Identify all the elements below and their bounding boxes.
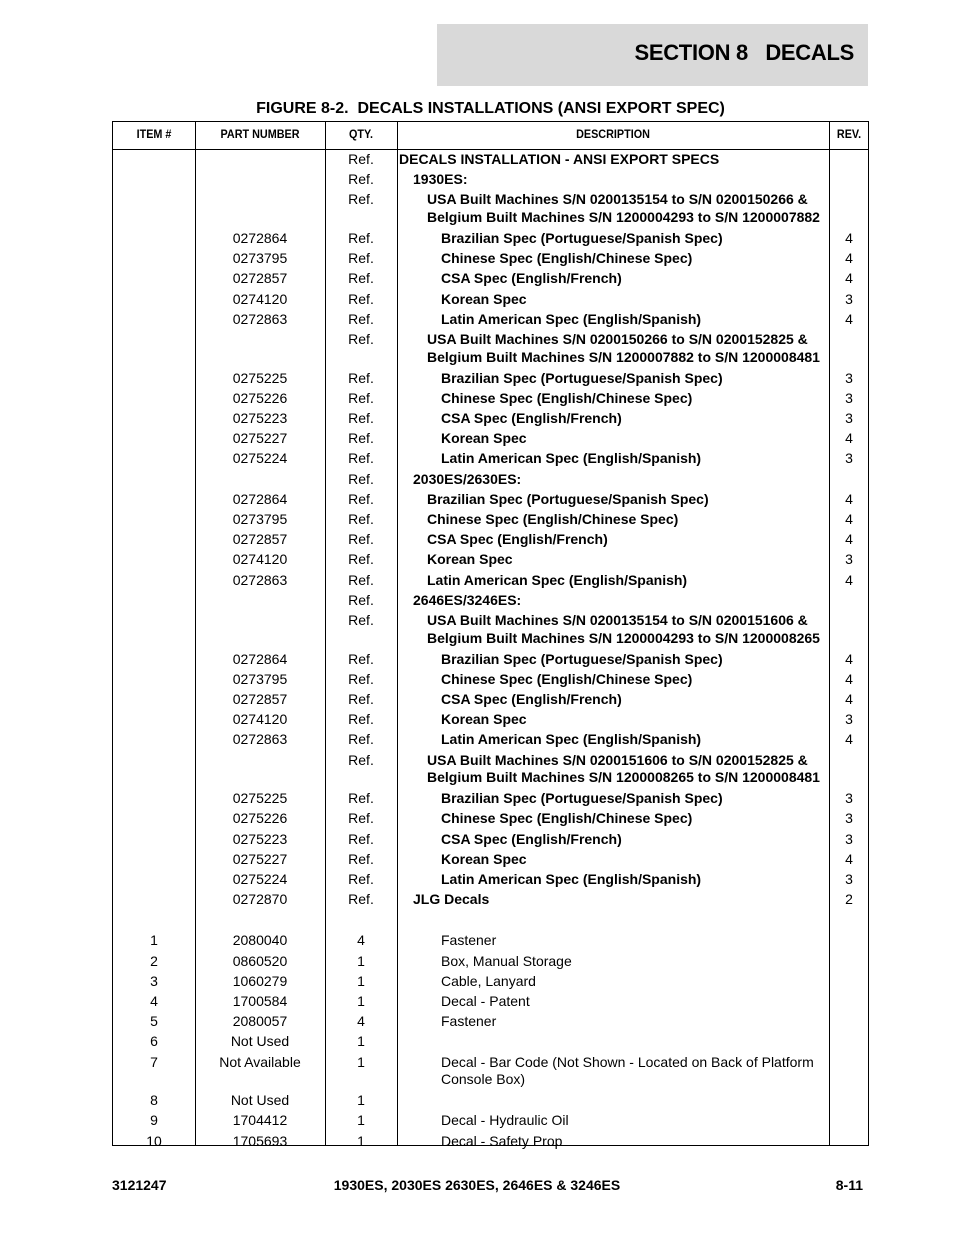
item-number-cell: 8: [150, 1092, 158, 1109]
column-header-description: DESCRIPTION: [576, 127, 650, 141]
description-cell: Korean Spec: [427, 551, 513, 568]
quantity-cell: Ref.: [348, 450, 374, 467]
part-number-cell: 1705693: [232, 1132, 288, 1149]
decals-parts-table: [112, 121, 869, 1149]
part-number-cell: Not Used: [230, 1092, 290, 1109]
quantity-cell: 1: [357, 993, 365, 1009]
quantity-cell: Ref.: [348, 670, 374, 687]
quantity-cell: Ref.: [348, 191, 374, 208]
quantity-cell: Ref.: [348, 410, 374, 426]
part-number-cell: Not Available: [219, 1053, 301, 1070]
part-number-cell: 0275224: [232, 450, 288, 467]
part-number-cell: 0275224: [232, 871, 288, 887]
quantity-cell: 1: [357, 1132, 365, 1149]
description-cell-line2: Belgium Built Machines S/N 1200004293 to S/N 1200008265: [427, 629, 820, 646]
quantity-cell: Ref.: [348, 470, 374, 487]
description-cell: Fastener: [441, 932, 497, 949]
quantity-cell: 4: [357, 1013, 365, 1030]
quantity-cell: 1: [357, 1092, 365, 1109]
quantity-cell: Ref.: [348, 830, 374, 847]
quantity-cell: Ref.: [348, 612, 374, 628]
revision-cell: 3: [845, 389, 853, 406]
part-number-cell: 0275225: [232, 790, 288, 807]
part-number-cell: 1700584: [232, 993, 288, 1009]
quantity-cell: Ref.: [348, 490, 374, 507]
description-cell: Korean Spec: [441, 850, 527, 867]
revision-cell: 3: [845, 369, 853, 386]
part-number-cell: 0274120: [232, 711, 288, 728]
description-cell: 2646ES/3246ES:: [413, 591, 522, 608]
quantity-cell: Ref.: [348, 891, 374, 908]
description-cell: CSA Spec (English/French): [441, 410, 622, 426]
description-cell: DECALS INSTALLATION - ANSI EXPORT SPECS: [399, 151, 720, 167]
revision-cell: 3: [845, 551, 853, 568]
revision-cell: 4: [845, 310, 853, 327]
revision-cell: 4: [845, 250, 853, 267]
part-number-cell: 0272857: [232, 691, 288, 707]
description-cell: Korean Spec: [441, 290, 527, 307]
revision-cell: 4: [845, 490, 853, 507]
description-cell: CSA Spec (English/French): [441, 830, 622, 847]
column-header-rev: REV.: [836, 127, 862, 141]
quantity-cell: 1: [357, 1112, 365, 1129]
description-cell: USA Built Machines S/N 0200135154 to S/N 0200151606 &: [427, 612, 808, 628]
description-cell-line2: Console Box): [441, 1071, 526, 1088]
description-cell: Chinese Spec (English/Chinese Spec): [441, 250, 693, 267]
part-number-cell: 0275227: [232, 850, 288, 867]
header-divider: [113, 149, 868, 150]
revision-cell: 4: [845, 531, 853, 548]
description-cell: JLG Decals: [413, 891, 490, 908]
item-number-cell: 3: [150, 972, 158, 989]
item-number-cell: 5: [150, 1013, 158, 1030]
column-header-qty: QTY.: [348, 127, 373, 141]
description-cell: Korean Spec: [441, 711, 527, 728]
quantity-cell: Ref.: [348, 871, 374, 887]
revision-cell: 4: [845, 511, 853, 527]
quantity-cell: Ref.: [348, 850, 374, 867]
revision-cell: 3: [845, 290, 853, 307]
part-number-cell: 0272870: [232, 891, 288, 908]
quantity-cell: 1: [357, 972, 365, 989]
part-number-cell: 0272864: [232, 230, 288, 246]
part-number-cell: 0275226: [232, 810, 288, 827]
part-number-cell: Not Used: [230, 1033, 290, 1050]
part-number-cell: 0272864: [232, 650, 288, 667]
description-cell: Fastener: [441, 1013, 497, 1030]
footer-page-number: 8-11: [835, 1177, 863, 1193]
part-number-cell: 0273795: [232, 511, 288, 527]
description-cell: CSA Spec (English/French): [441, 270, 622, 287]
description-cell: 1930ES:: [413, 171, 468, 188]
description-cell: Brazilian Spec (Portuguese/Spanish Spec): [441, 790, 723, 807]
quantity-cell: Ref.: [348, 731, 374, 748]
description-cell: Decal - Safety Prop: [441, 1132, 563, 1149]
description-cell: Brazilian Spec (Portuguese/Spanish Spec): [427, 490, 709, 507]
figure-title: FIGURE 8-2. DECALS INSTALLATIONS (ANSI EXPORT SPEC): [256, 100, 725, 117]
part-number-cell: 0275226: [232, 389, 288, 406]
part-number-cell: 0860520: [232, 952, 288, 969]
description-cell: Latin American Spec (English/Spanish): [441, 871, 702, 887]
part-number-cell: 0272863: [232, 731, 288, 748]
revision-cell: 3: [845, 830, 853, 847]
revision-cell: 4: [845, 691, 853, 707]
column-header-item: ITEM #: [136, 127, 172, 141]
description-cell: Brazilian Spec (Portuguese/Spanish Spec): [441, 230, 723, 246]
part-number-cell: 0272863: [232, 310, 288, 327]
revision-cell: 4: [845, 230, 853, 246]
item-number-cell: 4: [150, 993, 158, 1009]
quantity-cell: Ref.: [348, 810, 374, 827]
quantity-cell: Ref.: [348, 230, 374, 246]
quantity-cell: Ref.: [348, 650, 374, 667]
footer-models: 1930ES, 2030ES 2630ES, 2646ES & 3246ES: [333, 1177, 621, 1193]
description-cell: Chinese Spec (English/Chinese Spec): [441, 389, 693, 406]
quantity-cell: Ref.: [348, 290, 374, 307]
description-cell: Chinese Spec (English/Chinese Spec): [441, 810, 693, 827]
part-number-cell: 0272857: [232, 270, 288, 287]
description-cell-line2: Belgium Built Machines S/N 1200007882 to S/N 1200008481: [427, 348, 820, 365]
part-number-cell: 2080057: [232, 1013, 288, 1030]
part-number-cell: 0273795: [232, 250, 288, 267]
quantity-cell: 1: [357, 1033, 365, 1050]
revision-cell: 4: [845, 731, 853, 748]
description-cell-line2: Belgium Built Machines S/N 1200004293 to S/N 1200007882: [427, 208, 820, 225]
part-number-cell: 0274120: [232, 290, 288, 307]
item-number-cell: 7: [150, 1053, 158, 1070]
description-cell: Brazilian Spec (Portuguese/Spanish Spec): [441, 369, 723, 386]
revision-cell: 4: [845, 670, 853, 687]
column-divider: [397, 122, 398, 1145]
revision-cell: 4: [845, 571, 853, 588]
item-number-cell: 9: [150, 1112, 158, 1129]
part-number-cell: 2080040: [232, 932, 288, 949]
quantity-cell: Ref.: [348, 591, 374, 608]
footer-doc-number: 3121247: [112, 1177, 167, 1193]
description-cell: Box, Manual Storage: [441, 952, 572, 969]
revision-cell: 3: [845, 790, 853, 807]
part-number-cell: 1704412: [232, 1112, 288, 1129]
quantity-cell: Ref.: [348, 551, 374, 568]
column-header-part-number: PART NUMBER: [220, 127, 300, 141]
description-cell: Chinese Spec (English/Chinese Spec): [441, 670, 693, 687]
item-number-cell: 6: [150, 1033, 158, 1050]
description-cell: Latin American Spec (English/Spanish): [441, 310, 702, 327]
quantity-cell: Ref.: [348, 270, 374, 287]
quantity-cell: Ref.: [348, 790, 374, 807]
description-cell: Latin American Spec (English/Spanish): [441, 731, 702, 748]
quantity-cell: Ref.: [348, 389, 374, 406]
part-number-cell: 0273795: [232, 670, 288, 687]
section-banner: [437, 24, 868, 86]
quantity-cell: Ref.: [348, 171, 374, 188]
quantity-cell: Ref.: [348, 250, 374, 267]
description-cell: USA Built Machines S/N 0200150266 to S/N 0200152825 &: [427, 331, 808, 347]
description-cell: CSA Spec (English/French): [441, 691, 622, 707]
quantity-cell: Ref.: [348, 531, 374, 548]
description-cell: Latin American Spec (English/Spanish): [441, 450, 702, 467]
quantity-cell: 4: [357, 932, 365, 949]
quantity-cell: Ref.: [348, 151, 374, 167]
revision-cell: 3: [845, 810, 853, 827]
part-number-cell: 0275225: [232, 369, 288, 386]
part-number-cell: 0275223: [232, 830, 288, 847]
description-cell: CSA Spec (English/French): [427, 531, 608, 548]
part-number-cell: 0275223: [232, 410, 288, 426]
revision-cell: 4: [845, 650, 853, 667]
description-cell: USA Built Machines S/N 0200135154 to S/N 0200150266 &: [427, 191, 808, 208]
part-number-cell: 0274120: [232, 551, 288, 568]
description-cell: Chinese Spec (English/Chinese Spec): [427, 511, 679, 527]
revision-cell: 2: [845, 891, 853, 908]
quantity-cell: Ref.: [348, 369, 374, 386]
revision-cell: 4: [845, 430, 853, 447]
description-cell: Decal - Patent: [441, 993, 530, 1009]
description-cell: Brazilian Spec (Portuguese/Spanish Spec): [441, 650, 723, 667]
quantity-cell: Ref.: [348, 331, 374, 347]
part-number-cell: 0272864: [232, 490, 288, 507]
description-cell: Decal - Hydraulic Oil: [441, 1112, 569, 1129]
description-cell: Cable, Lanyard: [441, 972, 536, 989]
quantity-cell: Ref.: [348, 310, 374, 327]
quantity-cell: Ref.: [348, 751, 374, 768]
part-number-cell: 0275227: [232, 430, 288, 447]
quantity-cell: 1: [357, 1053, 365, 1070]
revision-cell: 3: [845, 410, 853, 426]
quantity-cell: Ref.: [348, 711, 374, 728]
description-cell: Decal - Bar Code (Not Shown - Located on Back of Platform: [441, 1053, 814, 1070]
description-cell-line2: Belgium Built Machines S/N 1200008265 to S/N 1200008481: [427, 769, 820, 786]
description-cell: USA Built Machines S/N 0200151606 to S/N 0200152825 &: [427, 751, 808, 768]
item-number-cell: 1: [150, 932, 158, 949]
part-number-cell: 1060279: [232, 972, 288, 989]
part-number-cell: 0272857: [232, 531, 288, 548]
description-cell: Latin American Spec (English/Spanish): [427, 571, 688, 588]
quantity-cell: Ref.: [348, 511, 374, 527]
revision-cell: 3: [845, 711, 853, 728]
revision-cell: 3: [845, 450, 853, 467]
revision-cell: 4: [845, 850, 853, 867]
quantity-cell: 1: [357, 952, 365, 969]
quantity-cell: Ref.: [348, 691, 374, 707]
quantity-cell: Ref.: [348, 571, 374, 588]
item-number-cell: 2: [150, 952, 158, 969]
quantity-cell: Ref.: [348, 430, 374, 447]
revision-cell: 4: [845, 270, 853, 287]
description-cell: Korean Spec: [441, 430, 527, 447]
item-number-cell: 10: [146, 1132, 162, 1149]
description-cell: 2030ES/2630ES:: [413, 470, 522, 487]
section-title: SECTION 8 DECALS: [634, 40, 854, 65]
revision-cell: 3: [845, 871, 853, 887]
part-number-cell: 0272863: [232, 571, 288, 588]
